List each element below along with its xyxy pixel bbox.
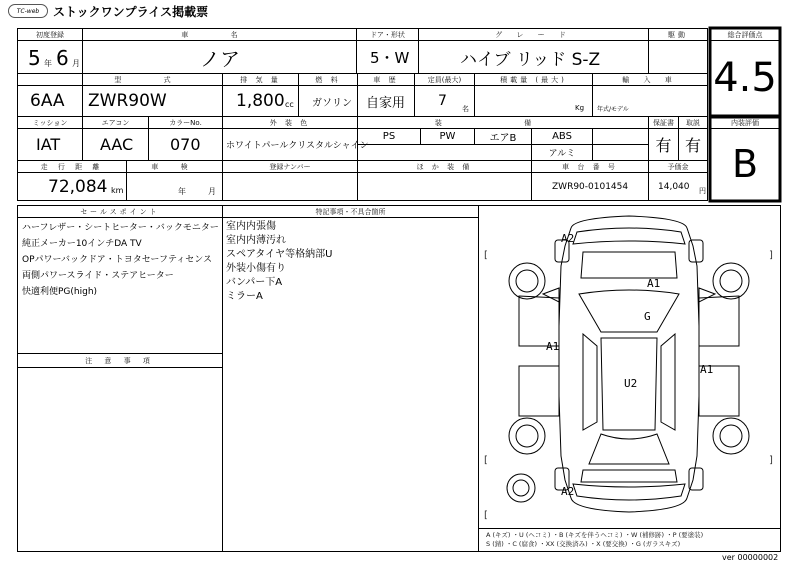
version: ver 00000002 [722, 553, 779, 562]
km-unit: km [111, 186, 124, 195]
label-price: 予価金 [667, 162, 689, 171]
label-first-reg: 初度登録 [36, 30, 64, 39]
damage-glass: G [644, 310, 651, 323]
label-fuel: 燃 料 [315, 75, 341, 84]
cc-unit: cc [285, 100, 294, 109]
model-year-label: 年式/モデル [597, 106, 629, 113]
label-manual: 取説 [686, 118, 700, 127]
bracket-right-top: ] [769, 250, 773, 261]
label-displacement: 排 気 量 [240, 75, 281, 84]
label-mileage: 走 行 距 離 [40, 162, 104, 171]
list-item: 外装小傷有り [226, 263, 286, 274]
aircon-value: AAC [100, 135, 134, 154]
label-sales-points: セールスポイント [80, 207, 160, 216]
equip-alumi: アルミ [548, 149, 576, 159]
notes-list [226, 220, 332, 304]
bracket-left-spare: [ [484, 510, 488, 521]
damage-a2-rear: A2 [561, 485, 575, 498]
displacement-value: 1,800 [236, 91, 285, 111]
label-drive: 駆動 [668, 30, 688, 39]
list-item: バンパー下A [226, 277, 283, 288]
reg-year-unit: 年 [44, 59, 52, 68]
legend-line-2: S (錆) ・C (腐食) ・XX (交換済み) ・X (要交換) ・G (ガラスキズ) [486, 540, 681, 548]
list-item: 室内内張傷 [226, 221, 276, 232]
label-import: 輸 入 車 [622, 75, 678, 84]
damage-a1-left: A1 [546, 340, 560, 353]
legend-line-1: A (キズ) ・U (ヘコミ) ・B (キズを伴うヘコミ) ・W (補修跡) ・P (要塗装) [486, 531, 704, 539]
label-equipment: 装 備 [434, 118, 572, 127]
list-item: 快適利便PG(high) [22, 287, 98, 297]
equip-airbag: エアB [489, 133, 517, 144]
history-value: 自家用 [366, 95, 406, 111]
equip-abs: ABS [552, 131, 572, 142]
label-warranty: 保証書 [653, 118, 674, 127]
list-item: スペアタイヤ等格納部U [226, 249, 333, 260]
label-other-equip: ほ か 装 備 [416, 162, 473, 171]
label-overall: 総合評価点 [727, 30, 763, 39]
list-item: OPパワーバックドア・トヨタセーフティセンス [22, 255, 212, 265]
model-prefix: 6AA [30, 91, 65, 111]
reg-year: 5 [28, 46, 41, 70]
label-mission: ミッション [32, 118, 68, 127]
warranty-value: 有 [655, 136, 672, 155]
interior-score: B [731, 142, 759, 186]
reg-month-unit: 月 [72, 59, 80, 68]
label-color-no: カラーNo. [169, 118, 202, 127]
overall-score: 4.5 [713, 55, 777, 101]
exterior-value: ホワイトパールクリスタルシャイン [226, 141, 369, 151]
price-unit: 円 [699, 187, 706, 195]
label-capacity: 定員(最大) [427, 75, 462, 84]
damage-a1-right-rear: A1 [700, 363, 714, 376]
damage-a1-right-front: A1 [647, 277, 661, 290]
label-car-name: 車 名 [181, 30, 258, 39]
label-notes: 特記事項・不具合箇所 [315, 207, 386, 216]
bracket-left-top: [ [484, 250, 488, 261]
damage-a2-front: A2 [561, 232, 575, 245]
equip-pw: PW [439, 131, 456, 142]
capacity-value: 7 [438, 93, 447, 109]
list-item: ミラーA [226, 291, 263, 302]
equip-ps: PS [382, 131, 396, 142]
list-item: 室内内薄汚れ [226, 235, 286, 246]
door-type: 5・W [370, 48, 410, 67]
model-code: ZWR90W [88, 91, 167, 111]
label-exterior: 外 装 色 [269, 118, 311, 127]
car-damage-diagram [479, 206, 780, 528]
color-no-value: 070 [170, 135, 201, 154]
list-item: ハーフレザー・シートヒーター・バックモニター [22, 223, 219, 233]
capacity-unit: 名 [462, 105, 469, 113]
label-plate: 登録ナンバー [269, 162, 311, 171]
list-item: 両側パワースライド・ステアヒーター [22, 271, 174, 281]
logo-text: TC-web [16, 7, 40, 15]
bracket-right-bottom: ] [769, 455, 773, 466]
label-load: 積載量 (最大) [500, 75, 567, 84]
label-history: 車 歴 [373, 75, 399, 84]
label-inspection: 車 検 [151, 162, 198, 171]
list-item: 純正メーカー10インチDA TV [22, 239, 142, 249]
damage-legend [486, 531, 703, 549]
inspection-year-unit: 年 [178, 187, 186, 196]
label-model: 型 式 [114, 75, 191, 84]
label-grade: グ レ ー ド [495, 30, 572, 39]
car-name: ノア [200, 46, 240, 71]
manual-value: 有 [684, 136, 701, 155]
sales-points-list [22, 220, 219, 300]
page-title: ストックワンプライス掲載票 [53, 5, 209, 19]
kg-unit: Kg [575, 104, 585, 112]
label-chassis: 車 台 番 号 [562, 162, 618, 171]
bracket-left-bottom: [ [484, 455, 488, 466]
label-door: ドア・形状 [370, 30, 405, 39]
grade-value: ハイブ リッド S-Z [460, 49, 601, 70]
price-value: 14,040 [658, 181, 690, 192]
fuel-value: ガソリン [312, 97, 352, 109]
label-aircon: エアコン [101, 118, 130, 127]
reg-month: 6 [56, 46, 69, 70]
damage-u2: U2 [624, 377, 638, 390]
label-interior: 内装評価 [731, 118, 759, 127]
chassis-value: ZWR90-0101454 [552, 181, 629, 192]
inspection-month-unit: 月 [208, 187, 216, 196]
mission-value: IAT [36, 135, 61, 154]
label-caution: 注 意 事 項 [85, 356, 155, 365]
mileage-value: 72,084 [48, 176, 108, 197]
